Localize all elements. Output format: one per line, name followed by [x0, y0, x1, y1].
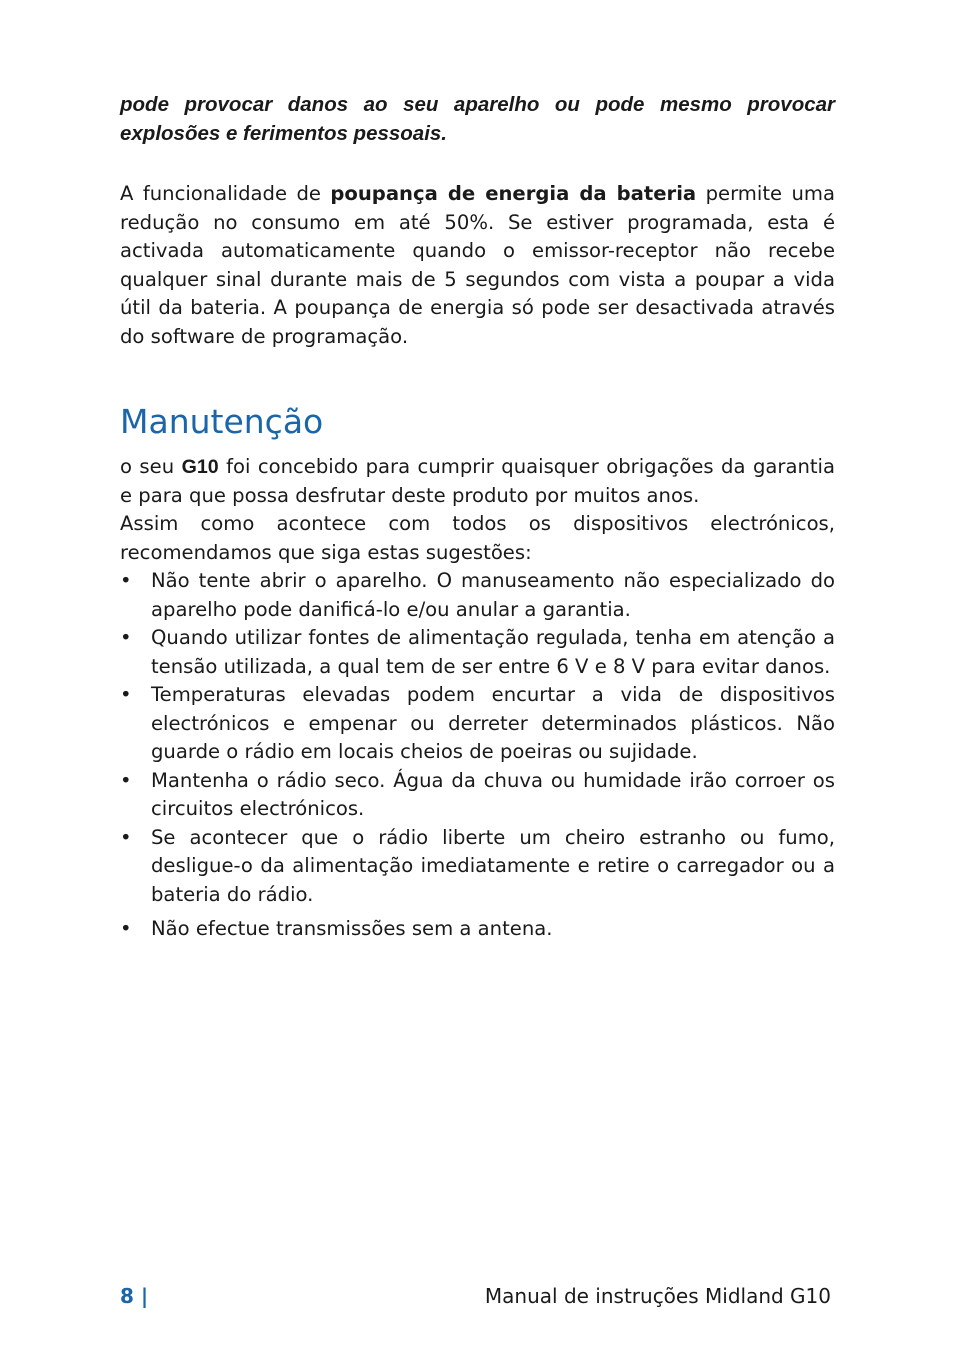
footer-title: Manual de instruções Midland G10 [484, 1284, 831, 1308]
battery-text-end: permite uma redução no consumo em até 50%. Se estiver programada, esta é activada automaticamente quando o emissor-receptor não recebe qualquer sinal durante mais de 5 segundos com vista a poupar a vida útil da bateria. A poupança de energia só pode ser desactivada através do software de programação. [120, 182, 835, 348]
list-item [120, 824, 835, 910]
intro-text-start: o seu [120, 455, 182, 478]
model-name: G10 [181, 456, 219, 478]
bullet-icon: • [120, 917, 132, 940]
tip-text: Não efectue transmissões sem a antena. [151, 917, 553, 940]
warning-text: pode provocar danos ao seu aparelho ou pode mesmo provocar explosões e ferimentos pessoais. [120, 93, 835, 145]
maintenance-intro-2: Assim como acontece com todos os dispositivos electrónicos, recomendamos que siga estas sugestões: [120, 512, 835, 564]
list-item [120, 681, 835, 767]
bullet-icon: • [120, 683, 132, 706]
battery-saver-term: poupança de energia da bateria [330, 182, 697, 205]
battery-text-start: A funcionalidade de [120, 182, 331, 205]
tip-text: Não tente abrir o aparelho. O manuseamento não especializado do aparelho pode danificá-lo e/ou anular a garantia. [151, 569, 835, 621]
bullet-icon: • [120, 768, 132, 792]
bullet-icon: • [120, 626, 132, 649]
tip-text: Quando utilizar fontes de alimentação regulada, tenha em atenção a tensão utilizada, a qual tem de ser entre 6 V e 8 V para evitar danos. [151, 626, 835, 678]
list-item [120, 567, 835, 624]
tips-list [120, 567, 835, 944]
list-item [120, 624, 835, 681]
maintenance-intro [120, 453, 835, 510]
bullet-icon: • [120, 825, 132, 849]
page-number: 8 | [120, 1284, 149, 1308]
tip-text: Temperaturas elevadas podem encurtar a vida de dispositivos electrónicos e empenar ou derreter determinados plásticos. Não guarde o rádio em locais cheios de poeiras ou sujidade. [151, 683, 835, 763]
list-item [120, 915, 835, 944]
tip-text: Se acontecer que o rádio liberte um cheiro estranho ou fumo, desligue-o da alimentação imediatamente e retire o carregador ou a bateria do rádio. [151, 825, 835, 906]
bullet-icon: • [120, 569, 132, 592]
maintenance-body [120, 453, 835, 944]
list-item [120, 767, 835, 824]
tip-text: Mantenha o rádio seco. Água da chuva ou humidade irão corroer os circuitos electrónicos. [151, 768, 835, 820]
battery-saver-paragraph [120, 180, 835, 351]
section-title: Manutenção [120, 402, 324, 441]
intro-text-end: foi concebido para cumprir quaisquer obrigações da garantia e para que possa desfrutar deste produto por muitos anos. [120, 455, 835, 507]
